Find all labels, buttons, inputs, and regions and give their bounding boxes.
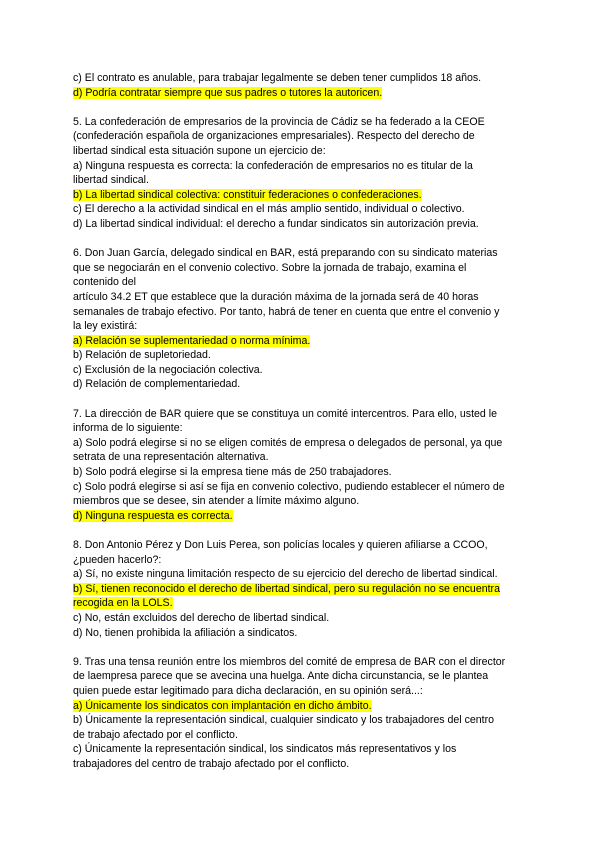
- question-5: [73, 115, 543, 232]
- q8-option-d: d) No, tienen prohibida la afiliación a sindicatos.: [73, 626, 298, 639]
- q8-option-c: c) No, están excluidos del derecho de libertad sindical.: [73, 611, 330, 624]
- q5-option-a: a) Ninguna respuesta es correcta: la confederación de empresarios no es titular de la: [73, 159, 473, 172]
- q5-stem-line: 5. La confederación de empresarios de la provincia de Cádiz se ha federado a la CEOE: [73, 115, 485, 128]
- q9-stem-line: 9. Tras una tensa reunión entre los miembros del comité de empresa de BAR con el director: [73, 655, 506, 668]
- q5-stem-line: libertad sindical esta situación supone un ejercicio de:: [73, 144, 326, 157]
- q6-stem-line: artículo 34.2 ET que establece que la duración máxima de la jornada será de 40 horas: [73, 290, 479, 303]
- q7-option-b: b) Solo podrá elegirse si la empresa tiene más de 250 trabajadores.: [73, 466, 392, 479]
- q7-option-c-cont: miembros que se desee, sin atender a límite máximo alguno.: [73, 495, 360, 508]
- q4-option-d-highlighted: d) Podría contratar siempre que sus padres o tutores la autoricen.: [73, 86, 383, 99]
- q6-stem-line: contenido del: [73, 276, 137, 289]
- q7-option-a-cont: setrata de una representación alternativa.: [73, 451, 269, 464]
- question-7: [73, 407, 543, 524]
- q6-stem-line: la ley existirá:: [73, 320, 138, 333]
- q4-option-c: c) El contrato es anulable, para trabajar legalmente se deben tener cumplidos 18 años.: [73, 72, 482, 84]
- q6-option-c: c) Exclusión de la negociación colectiva.: [73, 363, 263, 376]
- q9-option-a-highlighted: a) Únicamente los sindicatos con implantación en dicho ámbito.: [73, 699, 372, 712]
- q9-option-b-cont: de trabajo afectado por el conflicto.: [73, 728, 238, 741]
- q9-stem-line: quien puede estar legitimado para dicha declaración, en su opinión será...:: [73, 684, 423, 697]
- q8-stem-line: 8. Don Antonio Pérez y Don Luis Perea, son policías locales y quieren afiliarse a CCOO,: [73, 539, 488, 551]
- q5-option-b-highlighted: b) La libertad sindical colectiva: constituir federaciones o confederaciones.: [73, 188, 422, 201]
- q5-option-d: d) La libertad sindical individual: el derecho a fundar sindicatos sin autorización previa.: [73, 217, 479, 230]
- question-4-tail: [73, 71, 543, 100]
- question-8: [73, 538, 543, 640]
- question-6: [73, 246, 543, 392]
- q8-option-a: a) Sí, no existe ninguna limitación respecto de su ejercicio del derecho de libertad sindical.: [73, 568, 498, 581]
- q5-option-c: c) El derecho a la actividad sindical en el más amplio sentido, individual o colectivo.: [73, 203, 465, 216]
- q6-option-d: d) Relación de complementariedad.: [73, 378, 241, 391]
- q8-option-b-cont-highlighted: recogida en la LOLS.: [73, 597, 173, 610]
- q6-stem-line: semanales de trabajo efectivo. Por tanto, habrá de tener en cuenta que entre el convenio y: [73, 305, 500, 318]
- q6-option-b: b) Relación de supletoriedad.: [73, 349, 211, 362]
- q9-stem-line: de laempresa parece que se avecina una huelga. Ante dicha circunstancia, se le plantea: [73, 670, 489, 683]
- q5-stem-line: (confederación española de organizaciones empresariales). Respecto del derecho de: [73, 130, 475, 143]
- q7-option-c: c) Solo podrá elegirse si así se fija en convenio colectivo, pudiendo establecer el número de: [73, 480, 505, 493]
- q7-option-a: a) Solo podrá elegirse si no se eligen comités de empresa o delegados de personal, ya que: [73, 436, 503, 449]
- q8-stem-line: ¿pueden hacerlo?:: [73, 553, 162, 566]
- q7-stem-line: informa de lo siguiente:: [73, 422, 183, 435]
- q6-stem-line: 6. Don Juan García, delegado sindical en BAR, está preparando con su sindicato materias: [73, 247, 498, 260]
- question-9: [73, 655, 543, 772]
- q9-option-b: b) Únicamente la representación sindical, cualquier sindicato y los trabajadores del centro: [73, 714, 495, 727]
- q7-stem-line: 7. La dirección de BAR quiere que se constituya un comité intercentros. Para ello, usted le: [73, 407, 497, 420]
- document-body: [73, 71, 543, 772]
- q9-option-c: c) Únicamente la representación sindical, los sindicatos más representativos y los: [73, 743, 457, 756]
- q6-option-a-highlighted: a) Relación se suplementariedad o norma mínima.: [73, 334, 311, 347]
- q7-option-d-highlighted: d) Ninguna respuesta es correcta.: [73, 509, 233, 522]
- q8-option-b-highlighted: b) Sí, tienen reconocido el derecho de libertad sindical, pero su regulación no se encuentra: [73, 582, 500, 595]
- q6-stem-line: que se negociarán en el convenio colectivo. Sobre la jornada de trabajo, examina el: [73, 261, 467, 274]
- q9-option-c-cont: trabajadores del centro de trabajo afectado por el conflicto.: [73, 757, 350, 770]
- q5-option-a-cont: libertad sindical.: [73, 174, 149, 187]
